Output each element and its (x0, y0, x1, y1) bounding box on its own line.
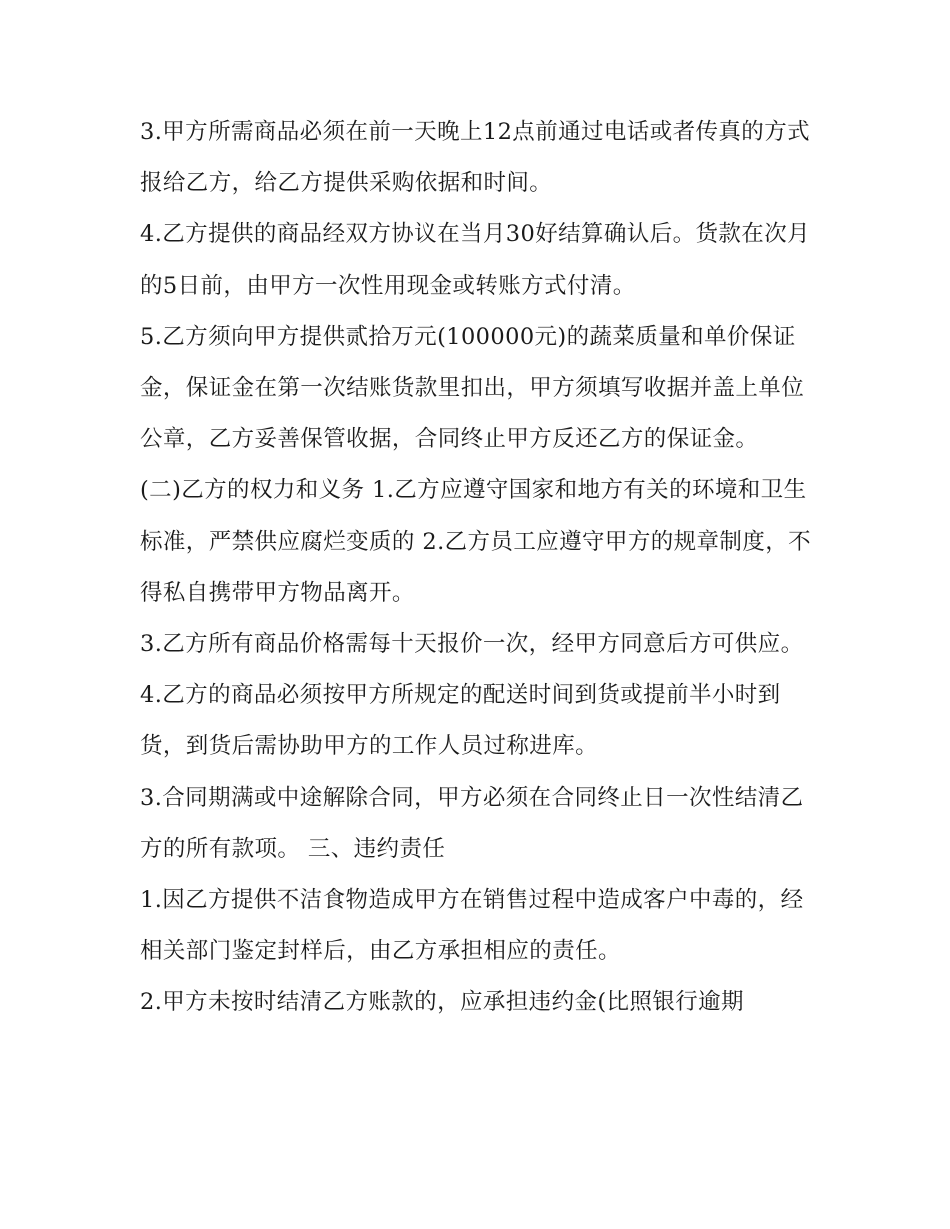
liability-clause-2: 2.甲方未按时结清乙方账款的，应承担违约金(比照银行逾期 (140, 989, 744, 1016)
contract-body (140, 107, 820, 1029)
clause-4-settlement: 4.乙方提供的商品经双方协议在当月30好结算确认后。货款在次月的5日前，由甲方一次性用现金或转账方式付清。 (140, 221, 810, 299)
clause-5-deposit: 5.乙方须向甲方提供贰拾万元(100000元)的蔬菜质量和单价保证金，保证金在第一次结账货款里扣出，甲方须填写收据并盖上单位公章，乙方妥善保管收据，合同终止甲方反还乙方的保证金。 (140, 323, 805, 453)
clause-4-delivery: 4.乙方的商品必须按甲方所规定的配送时间到货或提前半小时到货，到货后需协助甲方的工作人员过称进库。 (140, 682, 781, 760)
clause-3-pricing: 3.乙方所有商品价格需每十天报价一次，经甲方同意后方可供应。 (140, 631, 804, 658)
section-2-party-b-rights: (二)乙方的权力和义务 1.乙方应遵守国家和地方有关的环境和卫生标准，严禁供应腐烂变质的 2.乙方员工应遵守甲方的规章制度，不得私自携带甲方物品离开。 (140, 477, 812, 606)
liability-clause-1: 1.因乙方提供不洁食物造成甲方在销售过程中造成客户中毒的，经相关部门鉴定封样后，由乙方承担相应的责任。 (140, 887, 804, 965)
clause-3-termination: 3.合同期满或中途解除合同，甲方必须在合同终止日一次性结清乙方的所有款项。 三、违约责任 (140, 784, 804, 862)
clause-3-order-method: 3.甲方所需商品必须在前一天晚上12点前通过电话或者传真的方式报给乙方，给乙方提供采购依据和时间。 (140, 119, 810, 197)
